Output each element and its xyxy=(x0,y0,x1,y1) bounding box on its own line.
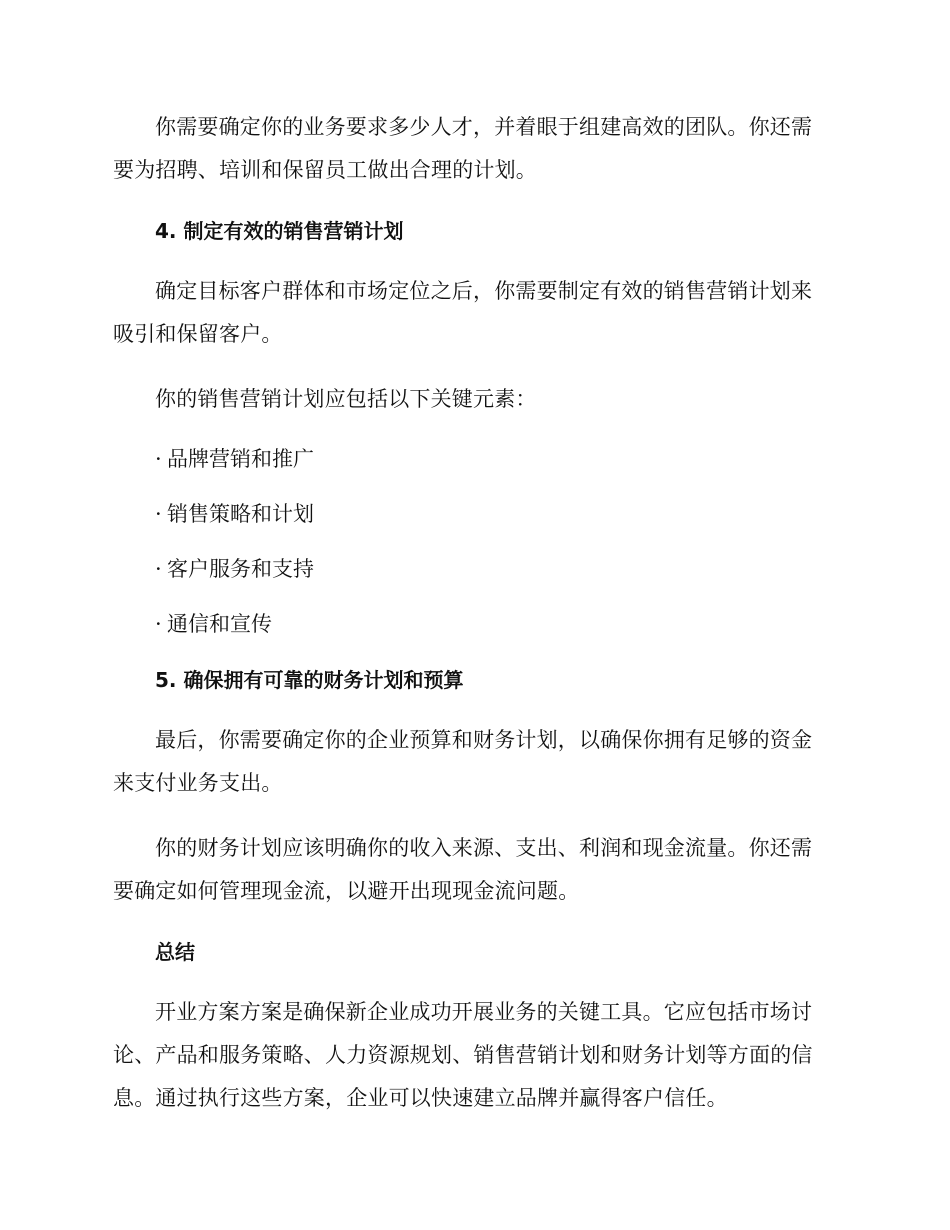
bullet-marker: · xyxy=(155,502,162,526)
paragraph-summary: 开业方案方案是确保新企业成功开展业务的关键工具。它应包括市场讨论、产品和服务策略、人力资源规划、销售营销计划和财务计划等方面的信息。通过执行这些方案，企业可以快速建立品牌并赢得客户信任。 xyxy=(113,1000,813,1110)
list-item xyxy=(113,498,833,531)
paragraph-sales-plan-intro: 确定目标客户群体和市场定位之后，你需要制定有效的销售营销计划来吸引和保留客户。 xyxy=(113,279,813,346)
list-item-text: 通信和宣传 xyxy=(167,612,272,636)
section-heading-summary: 总结 xyxy=(155,940,195,964)
list-item-text: 客户服务和支持 xyxy=(167,557,314,581)
list-item xyxy=(113,553,833,586)
bullet-marker: · xyxy=(155,447,162,471)
paragraph-budget: 最后，你需要确定你的企业预算和财务计划，以确保你拥有足够的资金来支付业务支出。 xyxy=(113,728,813,795)
paragraph-team-planning: 你需要确定你的业务要求多少人才，并着眼于组建高效的团队。你还需要为招聘、培训和保留员工做出合理的计划。 xyxy=(113,115,813,182)
bullet-marker: · xyxy=(155,557,162,581)
paragraph-key-elements: 你的销售营销计划应包括以下关键元素： xyxy=(155,387,537,411)
document-page xyxy=(113,106,833,1142)
paragraph-cash-flow: 你的财务计划应该明确你的收入来源、支出、利润和现金流量。你还需要确定如何管理现金流，以避开出现现金流问题。 xyxy=(113,836,813,903)
section-heading-financial-plan: 5. 确保拥有可靠的财务计划和预算 xyxy=(155,668,464,692)
list-item-text: 销售策略和计划 xyxy=(167,502,314,526)
list-item xyxy=(113,443,833,476)
list-item-text: 品牌营销和推广 xyxy=(167,447,314,471)
section-heading-sales-plan: 4. 制定有效的销售营销计划 xyxy=(155,219,404,243)
list-item xyxy=(113,608,833,641)
bullet-marker: · xyxy=(155,612,162,636)
